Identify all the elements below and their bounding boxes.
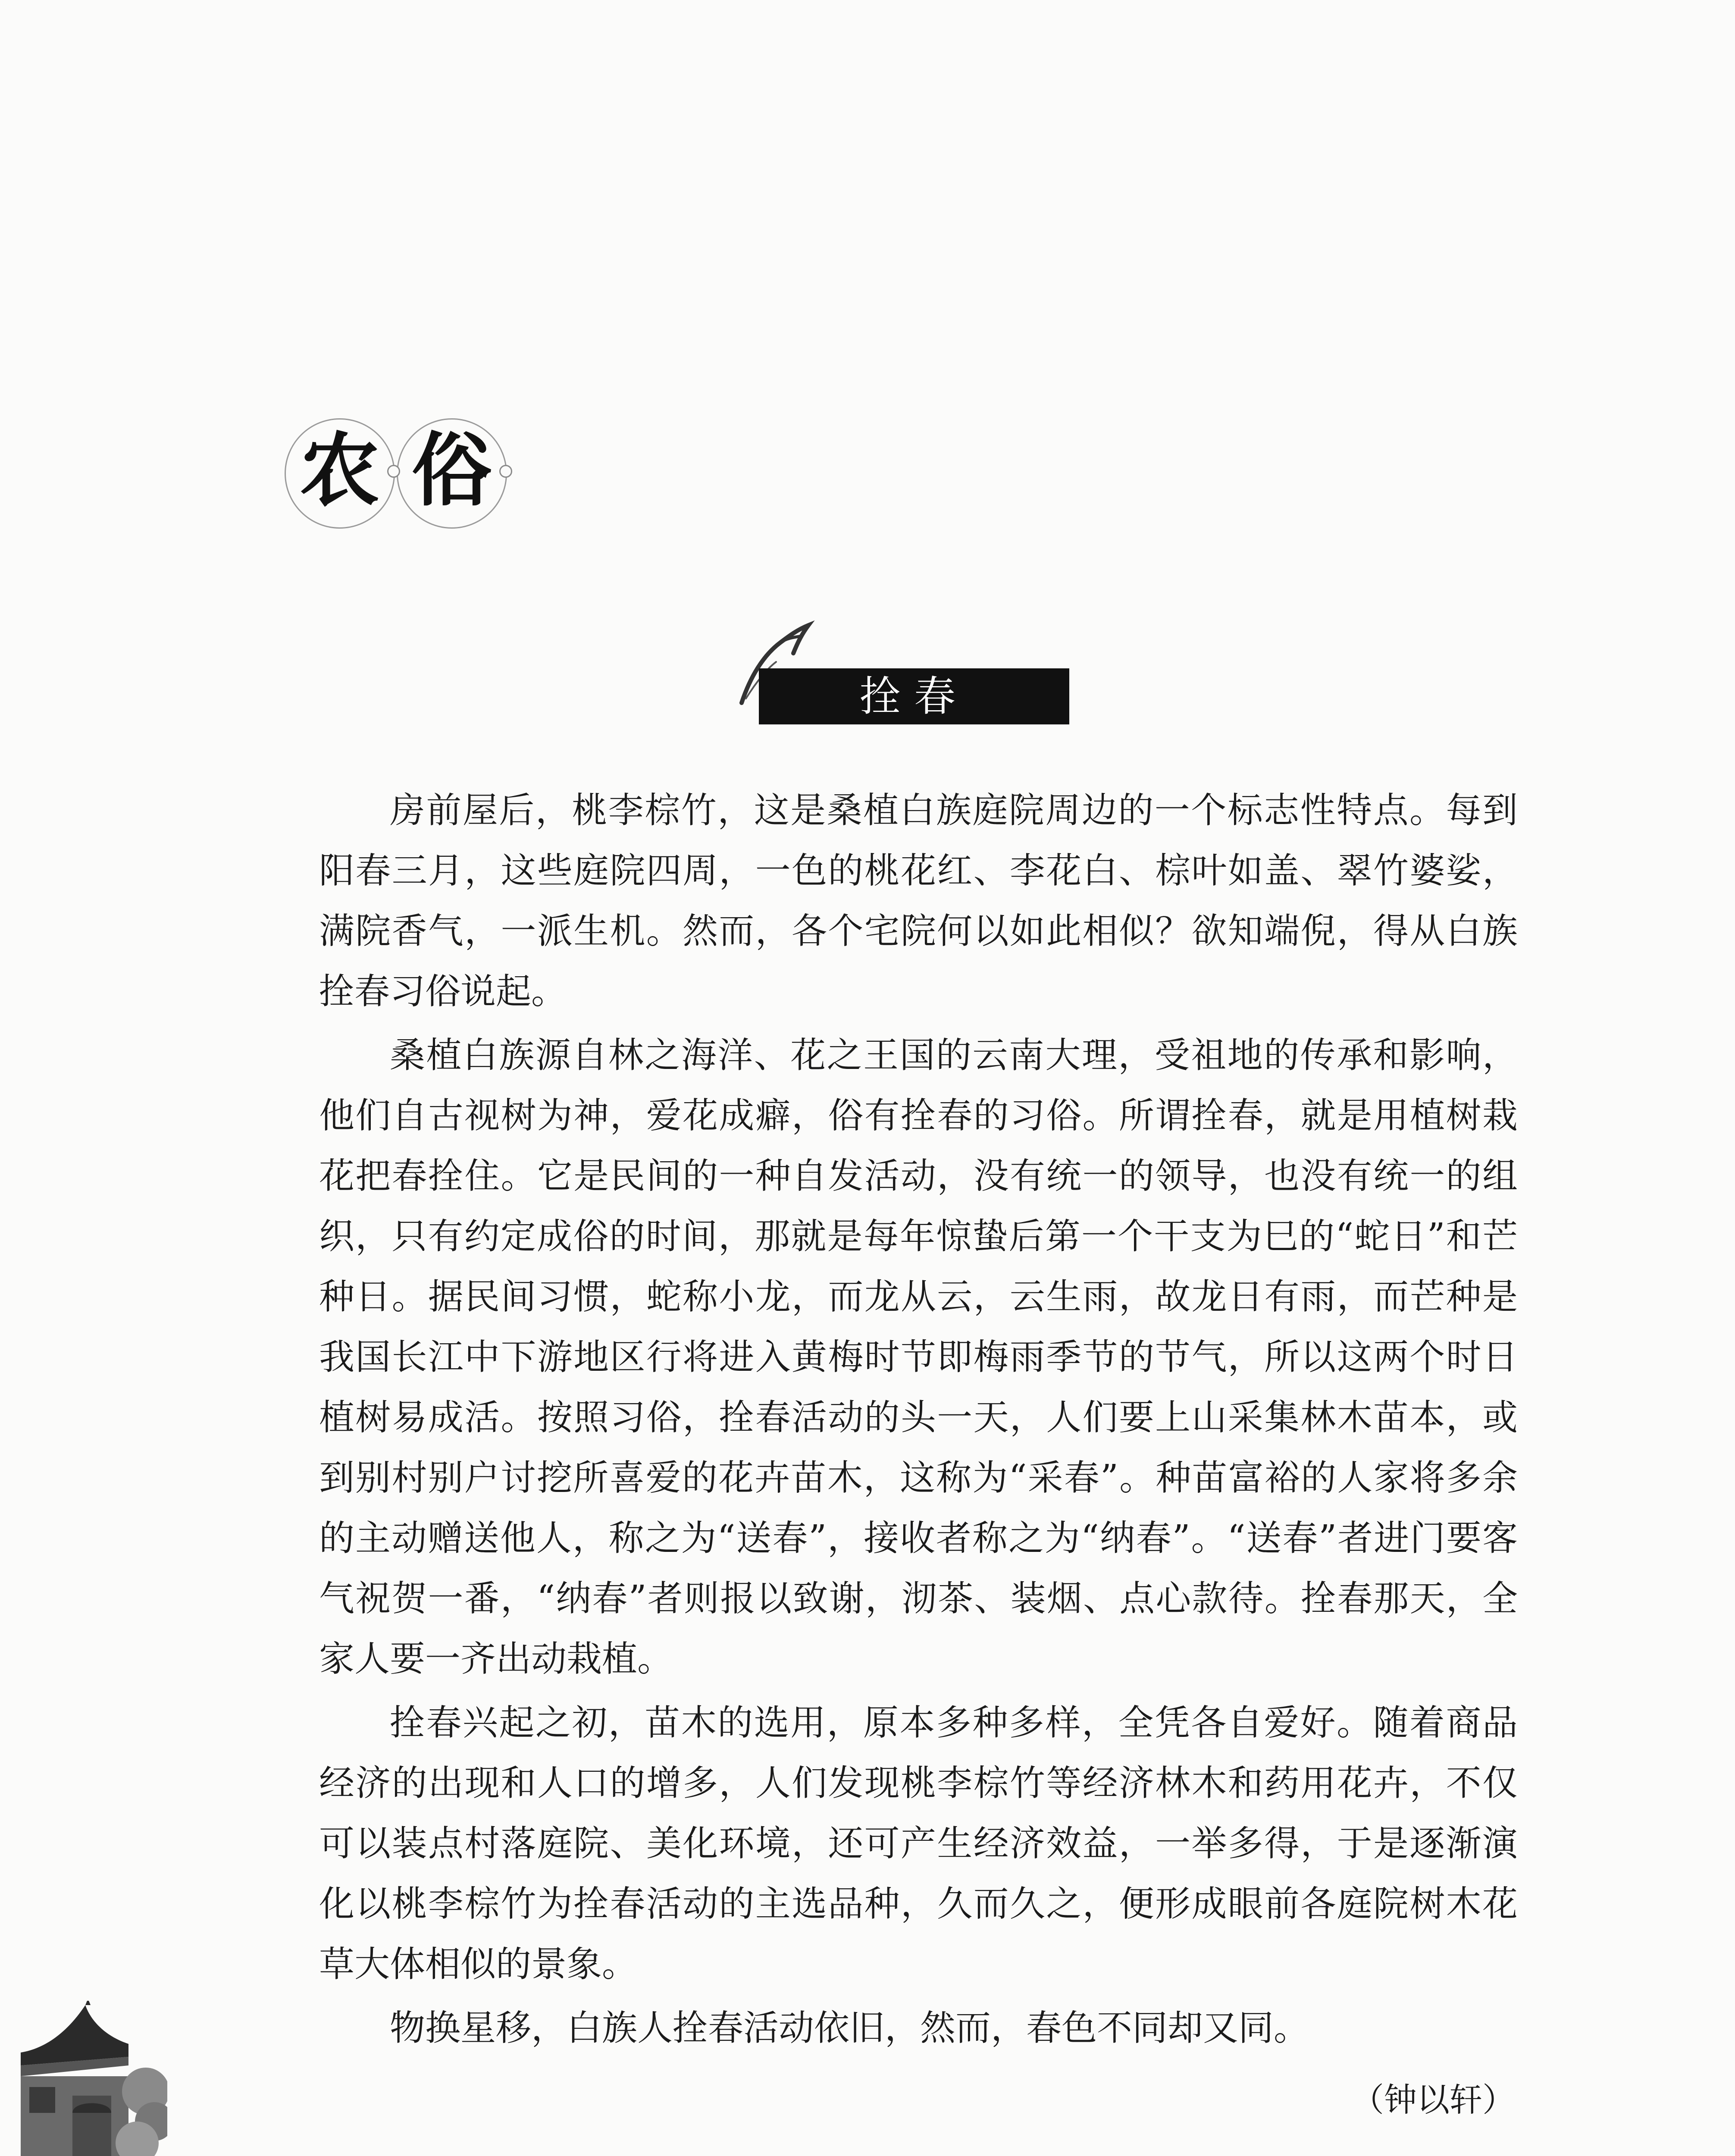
paragraph: 物换星移，白族人拴春活动依旧，然而，春色不同却又同。 xyxy=(390,2008,1309,2049)
section-title-text: 拴春 xyxy=(759,668,1069,724)
heading-dot xyxy=(499,465,512,478)
article-body xyxy=(319,780,1518,2062)
temple-photo-icon xyxy=(21,2001,167,2156)
paragraph: 桑植白族源自林之海洋、花之王国的云南大理，受祖地的传承和影响，他们自古视树为神，爱花成癖，俗有拴春的习俗。所谓拴春，就是用植树栽花把春拴住。它是民间的一种自发活动，没有统一的领导，也没有统一的组织，只有约定成俗的时间，那就是每年惊蛰后第一个干支为巳的“蛇日”和芒种日。据民间习惯，蛇称小龙，而龙从云，云生雨，故龙日有雨，而芒种是我国长江中下游地区行将进入黄梅时节即梅雨季节的节气，所以这两个时日植树易成活。按照习俗，拴春活动的头一天，人们要上山采集林木苗本，或到别村别户讨挖所喜爱的花卉苗木，这称为“采春”。种苗富裕的人家将多余的主动赠送他人，称之为“送春”，接收者称之为“纳春”。“送春”者进门要客气祝贺一番，“纳春”者则报以致谢，沏茶、装烟、点心款待。拴春那天，全家人要一齐出动栽植。 xyxy=(319,1035,1518,1680)
chapter-char: 俗 xyxy=(412,423,492,517)
paragraph: 房前屋后，桃李棕竹，这是桑植白族庭院周边的一个标志性特点。每到阳春三月，这些庭院四周，一色的桃花红、李花白、棕叶如盖、翠竹婆娑，满院香气，一派生机。然而，各个宅院何以如此相似？欲知端倪，得从白族拴春习俗说起。 xyxy=(319,790,1518,1012)
author-credit: （钟以轩） xyxy=(1351,2081,1515,2119)
chapter-heading xyxy=(276,401,543,543)
heading-dot xyxy=(387,465,400,478)
section-title xyxy=(733,612,1078,724)
paragraph: 拴春兴起之初，苗木的选用，原本多种多样，全凭各自爱好。随着商品经济的出现和人口的增多，人们发现桃李棕竹等经济林木和药用花卉，不仅可以装点村落庭院、美化环境，还可产生经济效益，一举多得，于是逐渐演化以桃李棕竹为拴春活动的主选品种，久而久之，便形成眼前各庭院树木花草大体相似的景象。 xyxy=(319,1702,1518,1985)
chapter-char: 农 xyxy=(300,423,379,517)
